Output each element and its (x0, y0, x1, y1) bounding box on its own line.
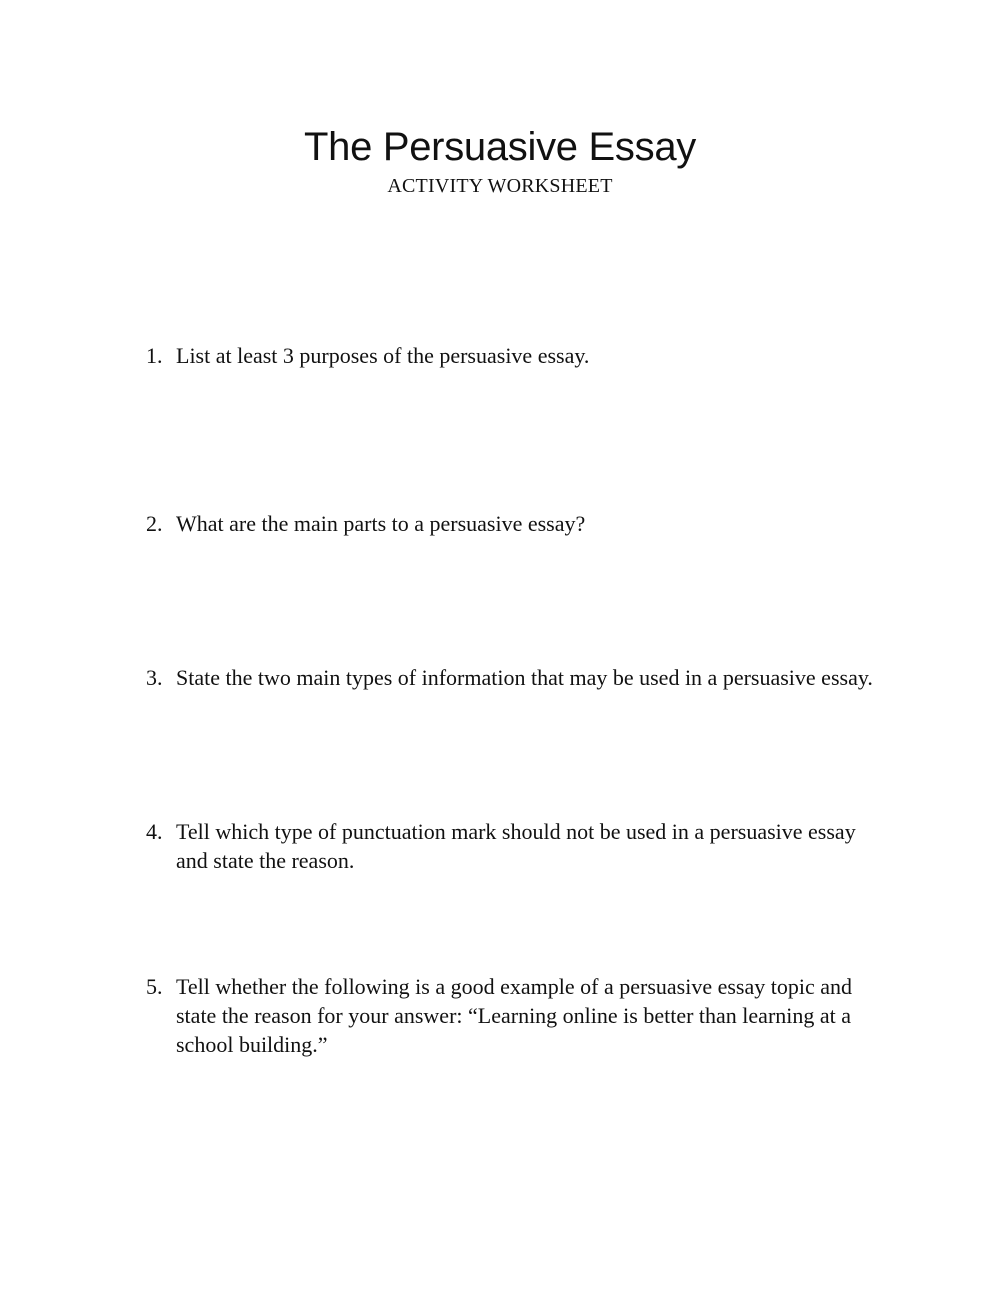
question-text: State the two main types of information that may be used in a persuasive essay. (176, 665, 873, 690)
question-text: Tell which type of punctuation mark should not be used in a persuasive essay and state the reason. (176, 819, 856, 873)
page-subtitle: ACTIVITY WORKSHEET (387, 175, 613, 197)
question-number: 1. (146, 343, 163, 368)
page-title: The Persuasive Essay (304, 125, 696, 169)
question-number: 3. (146, 665, 163, 690)
question-text: Tell whether the following is a good example of a persuasive essay topic and state the reason for your answer: “Learning online is better than learning at a school building.” (176, 974, 852, 1057)
question-text: List at least 3 purposes of the persuasive essay. (176, 343, 590, 368)
question-text: What are the main parts to a persuasive essay? (176, 511, 586, 536)
question-number: 2. (146, 511, 163, 536)
question-number: 4. (146, 819, 163, 844)
question-number: 5. (146, 974, 163, 999)
